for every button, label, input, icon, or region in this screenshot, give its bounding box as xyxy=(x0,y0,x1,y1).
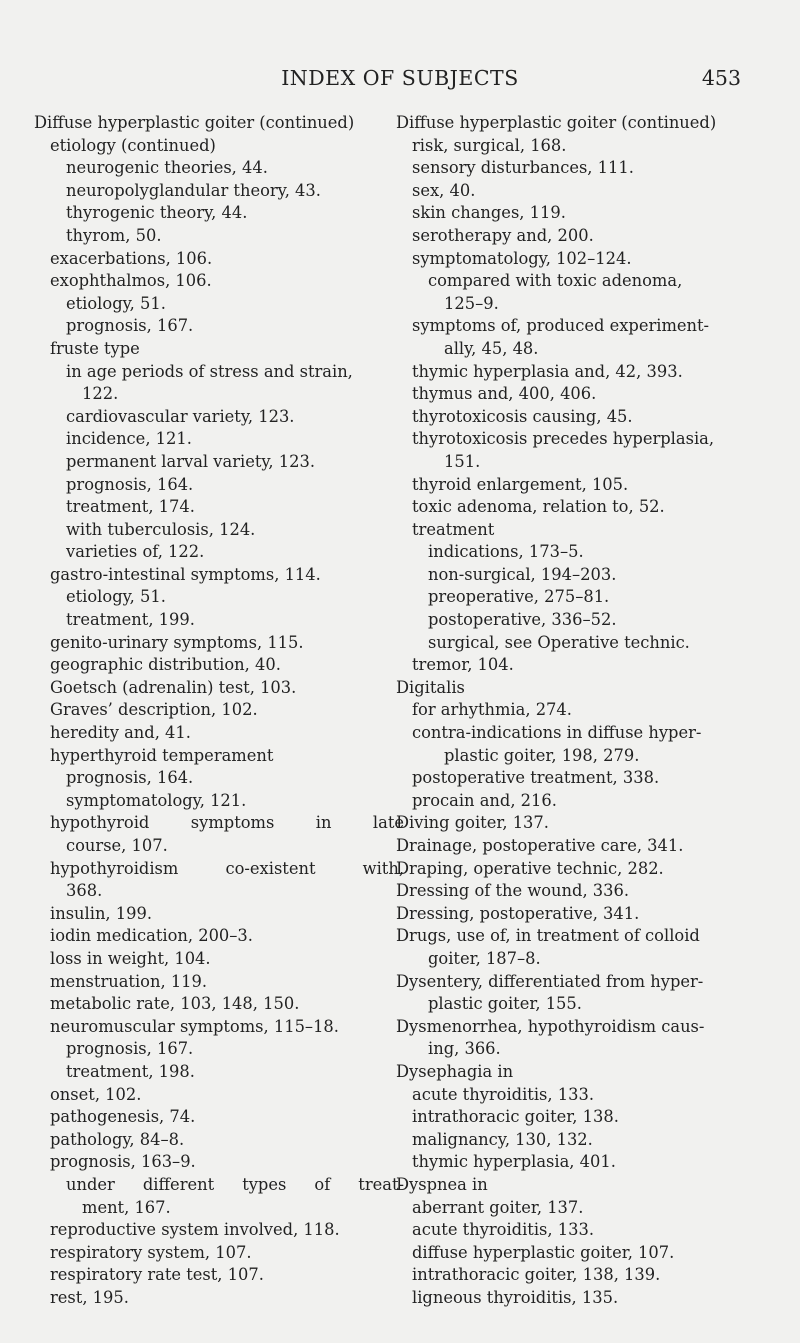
index-column-left xyxy=(34,112,404,1309)
index-entry: Diffuse hyperplastic goiter (continued) xyxy=(34,113,355,132)
index-entry: Dysmenorrhea, hypothyroidism caus- xyxy=(396,1016,705,1036)
index-entry: thyrom, 50. xyxy=(66,225,162,245)
index-entry: contra-indications in diffuse hyper- xyxy=(412,723,702,743)
index-entry: treatment, 199. xyxy=(66,610,195,630)
index-entry: fruste type xyxy=(50,338,140,358)
index-entry: prognosis, 167. xyxy=(66,316,194,336)
index-entry: etiology (continued) xyxy=(50,135,216,155)
index-entry: exophthalmos, 106. xyxy=(50,271,212,291)
index-entry: exacerbations, 106. xyxy=(50,248,213,268)
index-entry: preoperative, 275–81. xyxy=(428,587,610,607)
index-entry: symptoms of, produced experiment- xyxy=(412,316,710,336)
index-entry: hypothyroid symptoms in late xyxy=(50,813,404,833)
index-entry: Drainage, postoperative care, 341. xyxy=(396,836,684,855)
index-entry: insulin, 199. xyxy=(50,903,153,923)
index-entry: iodin medication, 200–3. xyxy=(50,926,253,946)
index-entry: aberrant goiter, 137. xyxy=(412,1197,584,1217)
index-entry: onset, 102. xyxy=(50,1084,142,1104)
index-entry: prognosis, 164. xyxy=(66,768,194,788)
index-entry: indications, 173–5. xyxy=(428,542,584,562)
index-entry: thymic hyperplasia, 401. xyxy=(412,1152,616,1172)
index-entry: incidence, 121. xyxy=(66,429,192,449)
index-entry: sensory disturbances, 111. xyxy=(412,158,634,178)
index-entry: serotherapy and, 200. xyxy=(412,225,594,245)
index-entry: Dysephagia in xyxy=(396,1061,514,1081)
index-entry: malignancy, 130, 132. xyxy=(412,1129,593,1149)
index-entry: symptomatology, 121. xyxy=(66,790,247,810)
index-entry: Dressing, postoperative, 341. xyxy=(396,903,640,923)
index-entry: Dysentery, differentiated from hyper- xyxy=(396,971,704,991)
index-entry: for arhythmia, 274. xyxy=(412,700,572,720)
index-entry: 151. xyxy=(444,451,481,471)
index-entry: 125–9. xyxy=(444,293,499,313)
index-entry: rest, 195. xyxy=(50,1287,129,1307)
index-entry: treatment, 198. xyxy=(66,1061,195,1081)
index-entry: intrathoracic goiter, 138, 139. xyxy=(412,1265,661,1285)
index-entry: thymus and, 400, 406. xyxy=(412,384,597,404)
running-title: INDEX OF SUBJECTS xyxy=(281,66,519,90)
index-entry: Dressing of the wound, 336. xyxy=(396,881,630,901)
index-entry: gastro-intestinal symptoms, 114. xyxy=(50,564,321,584)
index-entry: varieties of, 122. xyxy=(66,542,205,562)
index-entry: heredity and, 41. xyxy=(50,723,191,743)
index-entry: intrathoracic goiter, 138. xyxy=(412,1107,619,1127)
index-entry: Diffuse hyperplastic goiter (continued) xyxy=(396,113,717,132)
index-entry: acute thyroiditis, 133. xyxy=(412,1084,595,1104)
index-entry: Graves’ description, 102. xyxy=(50,700,258,720)
index-entry: sex, 40. xyxy=(412,180,476,200)
index-entry: etiology, 51. xyxy=(66,293,166,313)
index-entry: treatment xyxy=(412,519,495,539)
index-entry: pathology, 84–8. xyxy=(50,1129,185,1149)
index-entry: goiter, 187–8. xyxy=(428,948,541,968)
index-entry: pathogenesis, 74. xyxy=(50,1107,196,1127)
index-entry: metabolic rate, 103, 148, 150. xyxy=(50,994,300,1014)
index-entry: neurogenic theories, 44. xyxy=(66,158,268,178)
index-entry: Diving goiter, 137. xyxy=(396,813,549,833)
index-entry: toxic adenoma, relation to, 52. xyxy=(412,497,665,517)
index-entry: acute thyroiditis, 133. xyxy=(412,1220,595,1240)
index-entry: thyrotoxicosis causing, 45. xyxy=(412,406,633,426)
index-entry: Drugs, use of, in treatment of colloid xyxy=(396,926,700,946)
index-entry: reproductive system involved, 118. xyxy=(50,1220,340,1240)
index-entry: loss in weight, 104. xyxy=(50,948,211,968)
index-entry: skin changes, 119. xyxy=(412,203,566,223)
index-entry: non-surgical, 194–203. xyxy=(428,564,617,584)
index-entry: postoperative, 336–52. xyxy=(428,610,617,630)
index-entry: Dyspnea in xyxy=(396,1174,488,1194)
index-entry: prognosis, 163–9. xyxy=(50,1152,196,1172)
index-entry: tremor, 104. xyxy=(412,655,514,675)
index-entry: hypothyroidism co-existent with, xyxy=(50,858,404,878)
index-entry: treatment, 174. xyxy=(66,497,195,517)
index-entry: ligneous thyroiditis, 135. xyxy=(412,1287,619,1307)
page-header xyxy=(0,62,800,92)
index-entry: prognosis, 167. xyxy=(66,1039,194,1059)
index-entry: under different types of treat- xyxy=(66,1174,404,1194)
index-entry: ing, 366. xyxy=(428,1039,501,1059)
index-entry: thymic hyperplasia and, 42, 393. xyxy=(412,361,683,381)
index-entry: hyperthyroid temperament xyxy=(50,745,274,765)
index-entry: thyrotoxicosis precedes hyperplasia, xyxy=(412,429,715,449)
index-entry: cardiovascular variety, 123. xyxy=(66,406,295,426)
index-entry: 122. xyxy=(82,384,119,404)
index-entry: geographic distribution, 40. xyxy=(50,655,281,675)
index-entry: etiology, 51. xyxy=(66,587,166,607)
index-column-right xyxy=(396,112,768,1309)
index-entry: permanent larval variety, 123. xyxy=(66,451,316,471)
index-entry: genito-urinary symptoms, 115. xyxy=(50,632,304,652)
index-entry: ment, 167. xyxy=(82,1197,171,1217)
index-entry: Goetsch (adrenalin) test, 103. xyxy=(50,677,297,697)
index-entry: course, 107. xyxy=(66,836,168,855)
index-entry: compared with toxic adenoma, xyxy=(428,271,683,291)
index-entry: in age periods of stress and strain, xyxy=(66,361,353,381)
page-number: 453 xyxy=(701,66,741,90)
index-entry: plastic goiter, 198, 279. xyxy=(444,745,640,765)
index-entry: thyrogenic theory, 44. xyxy=(66,203,248,223)
index-entry: menstruation, 119. xyxy=(50,971,208,991)
index-entry: symptomatology, 102–124. xyxy=(412,248,632,268)
index-entry: neuromuscular symptoms, 115–18. xyxy=(50,1016,339,1036)
index-entry: postoperative treatment, 338. xyxy=(412,768,660,788)
index-entry: diffuse hyperplastic goiter, 107. xyxy=(412,1242,675,1262)
index-entry: Digitalis xyxy=(396,677,465,697)
index-entry: respiratory rate test, 107. xyxy=(50,1265,264,1285)
index-entry: ally, 45, 48. xyxy=(444,338,539,358)
index-entry: thyroid enlargement, 105. xyxy=(412,474,629,494)
index-entry: surgical, see Operative technic. xyxy=(428,632,690,652)
index-entry: neuropolyglandular theory, 43. xyxy=(66,180,321,200)
index-entry: plastic goiter, 155. xyxy=(428,994,582,1014)
index-entry: Draping, operative technic, 282. xyxy=(396,858,664,878)
index-entry: risk, surgical, 168. xyxy=(412,135,567,155)
index-entry: respiratory system, 107. xyxy=(50,1242,252,1262)
index-entry: with tuberculosis, 124. xyxy=(66,519,256,539)
index-entry: procain and, 216. xyxy=(412,790,557,810)
index-entry: prognosis, 164. xyxy=(66,474,194,494)
index-entry: 368. xyxy=(66,881,103,901)
